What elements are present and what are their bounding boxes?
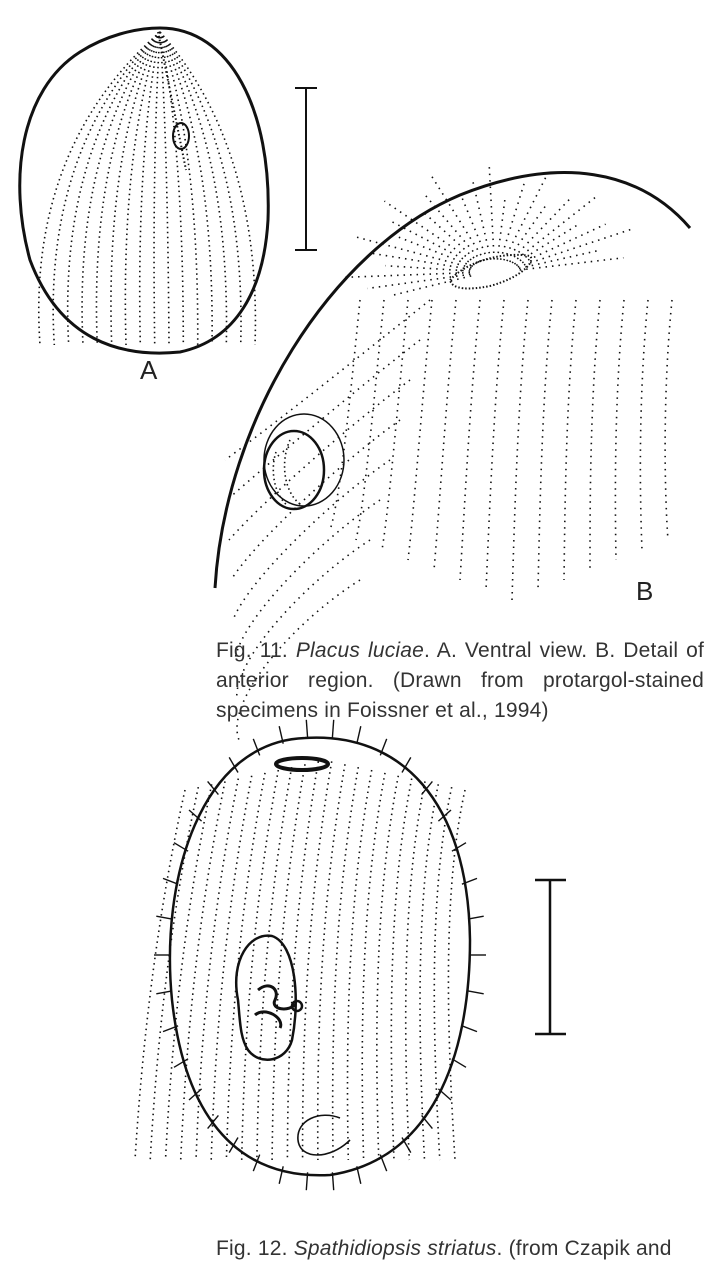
macronucleus-12 xyxy=(236,936,296,1060)
cilium-12 xyxy=(438,1089,451,1100)
kinety-row-12 xyxy=(420,784,438,1160)
cilium-12 xyxy=(163,878,178,884)
kinety-row-12 xyxy=(272,764,305,1160)
cilium-12 xyxy=(452,1059,466,1068)
figure-12-species: Spathidiopsis striatus xyxy=(293,1237,497,1260)
kinety-row-12 xyxy=(362,773,385,1160)
kinety-row-12 xyxy=(347,770,371,1160)
figure-12-number: Fig. 12. xyxy=(216,1237,288,1260)
cilium-12 xyxy=(156,916,172,919)
kinety-row-12 xyxy=(242,770,279,1160)
figure-11-species: Placus luciae xyxy=(295,639,425,662)
panel-label-b: B xyxy=(636,576,654,606)
kinety-row-12 xyxy=(391,779,411,1160)
kinety-row-12 xyxy=(211,776,252,1160)
kinety-row-12 xyxy=(257,767,292,1160)
figure-12-caption-text: . (from Czapik and xyxy=(496,1237,672,1260)
kinety-row-12 xyxy=(226,773,265,1160)
kinety-row-12 xyxy=(181,781,225,1160)
cilium-12 xyxy=(306,720,307,738)
kinety-row-12 xyxy=(434,787,451,1160)
kinety-row-12 xyxy=(318,764,345,1160)
figure-11-caption-text: . A. Ventral view. B. Detail of anterior region. (Drawn from protargol-stained specimens in Foissner et al., 1994) xyxy=(216,639,704,722)
cell-outline-12 xyxy=(170,738,470,1176)
cilium-12 xyxy=(462,1026,477,1032)
cilium-12 xyxy=(422,1115,433,1128)
kinety-row-12 xyxy=(303,761,332,1160)
panel-label-a: A xyxy=(140,355,158,385)
contractile-vacuole-12 xyxy=(298,1115,350,1155)
kinety-row-12 xyxy=(196,779,238,1160)
figure-11-number: Fig. 11. xyxy=(216,639,288,662)
scale-bar-12 xyxy=(535,880,566,1034)
cilium-12 xyxy=(332,720,333,738)
oral-opening-12 xyxy=(276,758,328,770)
kinety-row-12 xyxy=(333,767,359,1160)
kinety-row-12 xyxy=(377,776,398,1160)
cilium-12 xyxy=(468,991,484,994)
figure-12-caption xyxy=(216,1234,704,1264)
kinety-row-12 xyxy=(287,761,318,1160)
cilium-12 xyxy=(357,726,361,744)
cilium-12 xyxy=(229,1138,238,1153)
cilium-12 xyxy=(452,843,466,852)
